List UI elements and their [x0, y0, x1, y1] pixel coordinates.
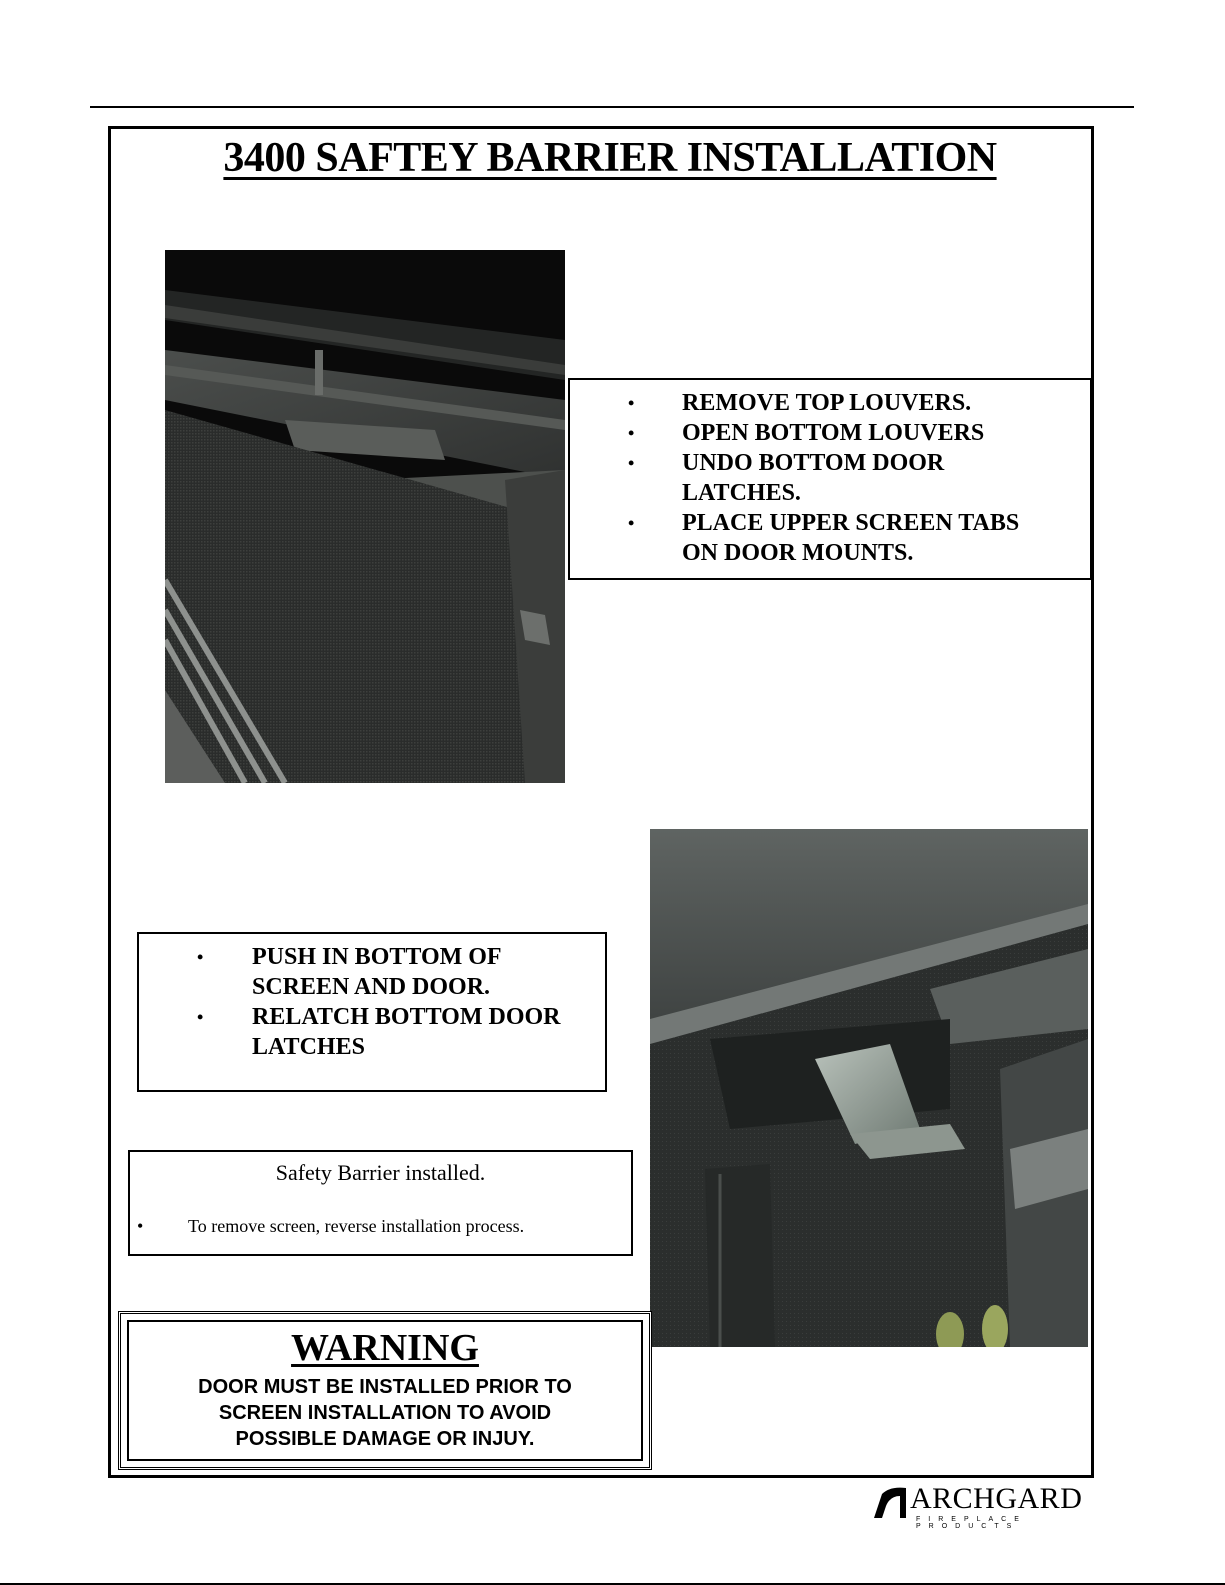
step-text-cont: ON DOOR MOUNTS.: [682, 540, 914, 566]
step-text: OPEN BOTTOM LOUVERS: [682, 420, 985, 446]
installed-caption: Safety Barrier installed.: [275, 1160, 486, 1185]
list-item: [139, 1002, 605, 1062]
bullet: •: [628, 453, 635, 473]
step-text-cont: LATCHES: [252, 1034, 365, 1060]
list-item: [570, 508, 1090, 568]
archgard-logo: [872, 1480, 1097, 1528]
step-text: UNDO BOTTOM DOOR: [682, 450, 945, 476]
list-item: [570, 418, 1090, 448]
warning-heading: WARNING: [291, 1327, 479, 1369]
step-list-2: [139, 942, 605, 1062]
archgard-mark-icon: [872, 1484, 908, 1520]
warning-box: [118, 1311, 652, 1470]
step-text-cont: SCREEN AND DOOR.: [252, 974, 491, 1000]
bullet: •: [628, 393, 635, 413]
step-box-remove-louvers: [568, 378, 1092, 580]
step-text: PUSH IN BOTTOM OF: [252, 944, 502, 970]
bullet: •: [197, 947, 204, 967]
step-box-push-in-screen: [137, 932, 607, 1092]
bullet: •: [628, 513, 635, 533]
list-item: [570, 448, 1090, 508]
step-text: REMOVE TOP LOUVERS.: [682, 390, 972, 416]
page-title: 3400 SAFTEY BARRIER INSTALLATION: [223, 135, 997, 181]
logo-name: ARCHGARD: [910, 1482, 1083, 1515]
step-text: RELATCH BOTTOM DOOR: [252, 1004, 561, 1030]
warning-line: DOOR MUST BE INSTALLED PRIOR TO: [198, 1376, 572, 1398]
bullet: •: [197, 1007, 204, 1027]
warning-line: POSSIBLE DAMAGE OR INJUY.: [235, 1428, 535, 1450]
step-list-1: [570, 388, 1090, 568]
installed-note-box: [128, 1150, 633, 1256]
bullet: •: [628, 423, 635, 443]
list-item: [139, 942, 605, 1002]
removal-note: To remove screen, reverse installation process.: [188, 1216, 525, 1236]
photo-bottom-door-latch: [650, 829, 1088, 1347]
warning-line: SCREEN INSTALLATION TO AVOID: [218, 1402, 552, 1424]
top-rule: [90, 106, 1134, 108]
bullet: •: [137, 1216, 144, 1236]
photo-screen-on-door-mounts: [165, 250, 565, 783]
step-text: PLACE UPPER SCREEN TABS: [682, 510, 1020, 536]
step-text-cont: LATCHES.: [682, 480, 801, 506]
warning-message: [121, 1374, 649, 1452]
logo-tagline: FIREPLACE PRODUCTS: [916, 1516, 1027, 1530]
list-item: [570, 388, 1090, 418]
